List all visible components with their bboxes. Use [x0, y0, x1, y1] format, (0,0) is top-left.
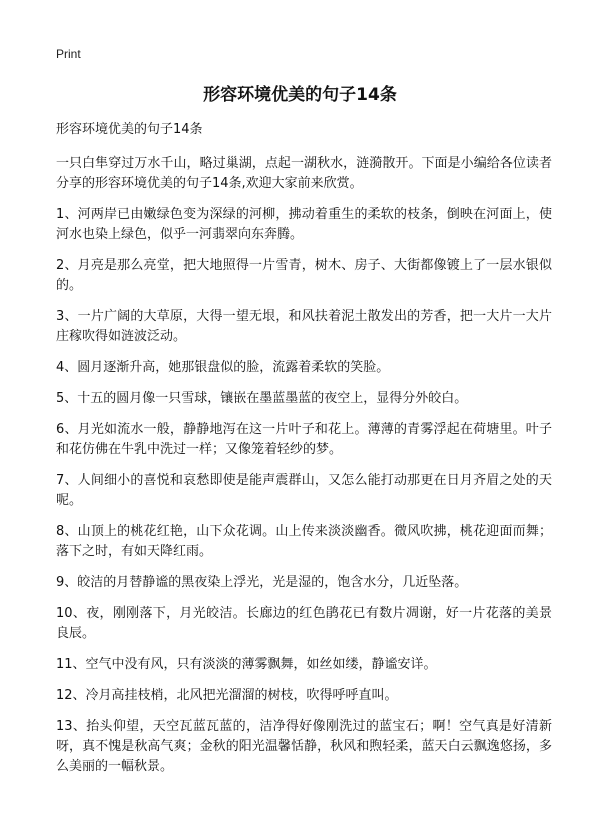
list-item [56, 604, 552, 644]
list-item-text: 抬头仰望，天空瓦蓝瓦蓝的，洁净得好像刚洗过的蓝宝石；啊！空气真是好清新呀，真不愧是秋高气爽；金秋的阳光温馨恬静，秋风和煦轻柔，蓝天白云飘逸悠扬，多么美丽的一幅秋景。 [56, 719, 552, 774]
list-item [56, 205, 552, 245]
list-item-number: 11、 [56, 657, 86, 672]
list-item-text: 冷月高挂枝梢，北风把光溜溜的树枝，吹得呼呼直叫。 [85, 688, 398, 703]
list-item-text: 山顶上的桃花红艳，山下众花调。山上传来淡淡幽香。微风吹拂，桃花迎面而舞；落下之时，有如天降红雨。 [56, 524, 552, 559]
list-item-text: 月光如流水一般，静静地泻在这一片叶子和花上。薄薄的青雾浮起在荷塘里。叶子和花仿佛在牛乳中洗过一样；又像笼着轻纱的梦。 [56, 422, 552, 457]
list-item-number: 3、 [56, 309, 78, 324]
list-item-text: 圆月逐渐升高，她那银盘似的脸，流露着柔软的笑脸。 [77, 360, 390, 375]
list-item [56, 358, 552, 378]
page-title: 形容环境优美的句子14条 [203, 85, 397, 105]
list-item [56, 420, 552, 460]
list-item [56, 573, 552, 593]
list-item-number: 13、 [56, 719, 87, 734]
list-item-number: 7、 [56, 473, 78, 488]
list-item-text: 月亮是那么亮堂，把大地照得一片雪青，树木、房子、大街都像镀上了一层水银似的。 [56, 258, 552, 293]
list-item-text: 一片广阔的大草原，大得一望无垠，和风扶着泥土散发出的芳香，把一大片一大片庄稼吹得如涟波泛动。 [56, 309, 552, 344]
list-item [56, 307, 552, 347]
list-item [56, 686, 552, 706]
list-item-number: 1、 [56, 207, 78, 222]
intro-paragraph: 一只白隼穿过万水千山，略过巢湖，点起一湖秋水，涟漪散开。下面是小编给各位读者分享的形容环境优美的句子14条,欢迎大家前来欣赏。 [56, 156, 552, 191]
list-item-text: 夜，刚刚落下，月光皎洁。长廊边的红色鹃花已有数片凋谢，好一片花落的美景良辰。 [56, 606, 552, 641]
list-item-number: 12、 [56, 688, 86, 703]
list-item-text: 河两岸已由嫩绿色变为深绿的河柳，拂动着重生的柔软的枝条，倒映在河面上，使河水也染上绿色，似乎一河翡翠向东奔腾。 [56, 207, 552, 242]
list-item-number: 5、 [56, 391, 78, 406]
list-item [56, 471, 552, 511]
list-item [56, 522, 552, 562]
sentence-list [56, 205, 552, 777]
list-item-text: 十五的圆月像一只雪球，镶嵌在墨蓝墨蓝的夜空上，显得分外皎白。 [77, 391, 468, 406]
list-item-text: 空气中没有风，只有淡淡的薄雾飘舞，如丝如缕，静谧安详。 [85, 657, 437, 672]
list-item [56, 717, 552, 777]
list-item-text: 人间细小的喜悦和哀愁即使是能声震群山，又怎么能打动那更在日月齐眉之处的天呢。 [56, 473, 552, 508]
list-item-number: 2、 [56, 258, 78, 273]
list-item-number: 4、 [56, 360, 78, 375]
list-item-number: 8、 [56, 524, 78, 539]
list-item [56, 389, 552, 409]
list-item-number: 10、 [56, 606, 87, 621]
list-item-text: 皎洁的月替静谧的黑夜染上浮光，光是湿的，饱含水分，几近坠落。 [77, 575, 468, 590]
print-link[interactable]: Print [56, 47, 81, 61]
list-item [56, 655, 552, 675]
article-subtitle: 形容环境优美的句子14条 [56, 122, 203, 137]
list-item-number: 6、 [56, 422, 78, 437]
article-body [56, 120, 552, 788]
list-item-number: 9、 [56, 575, 78, 590]
list-item [56, 256, 552, 296]
